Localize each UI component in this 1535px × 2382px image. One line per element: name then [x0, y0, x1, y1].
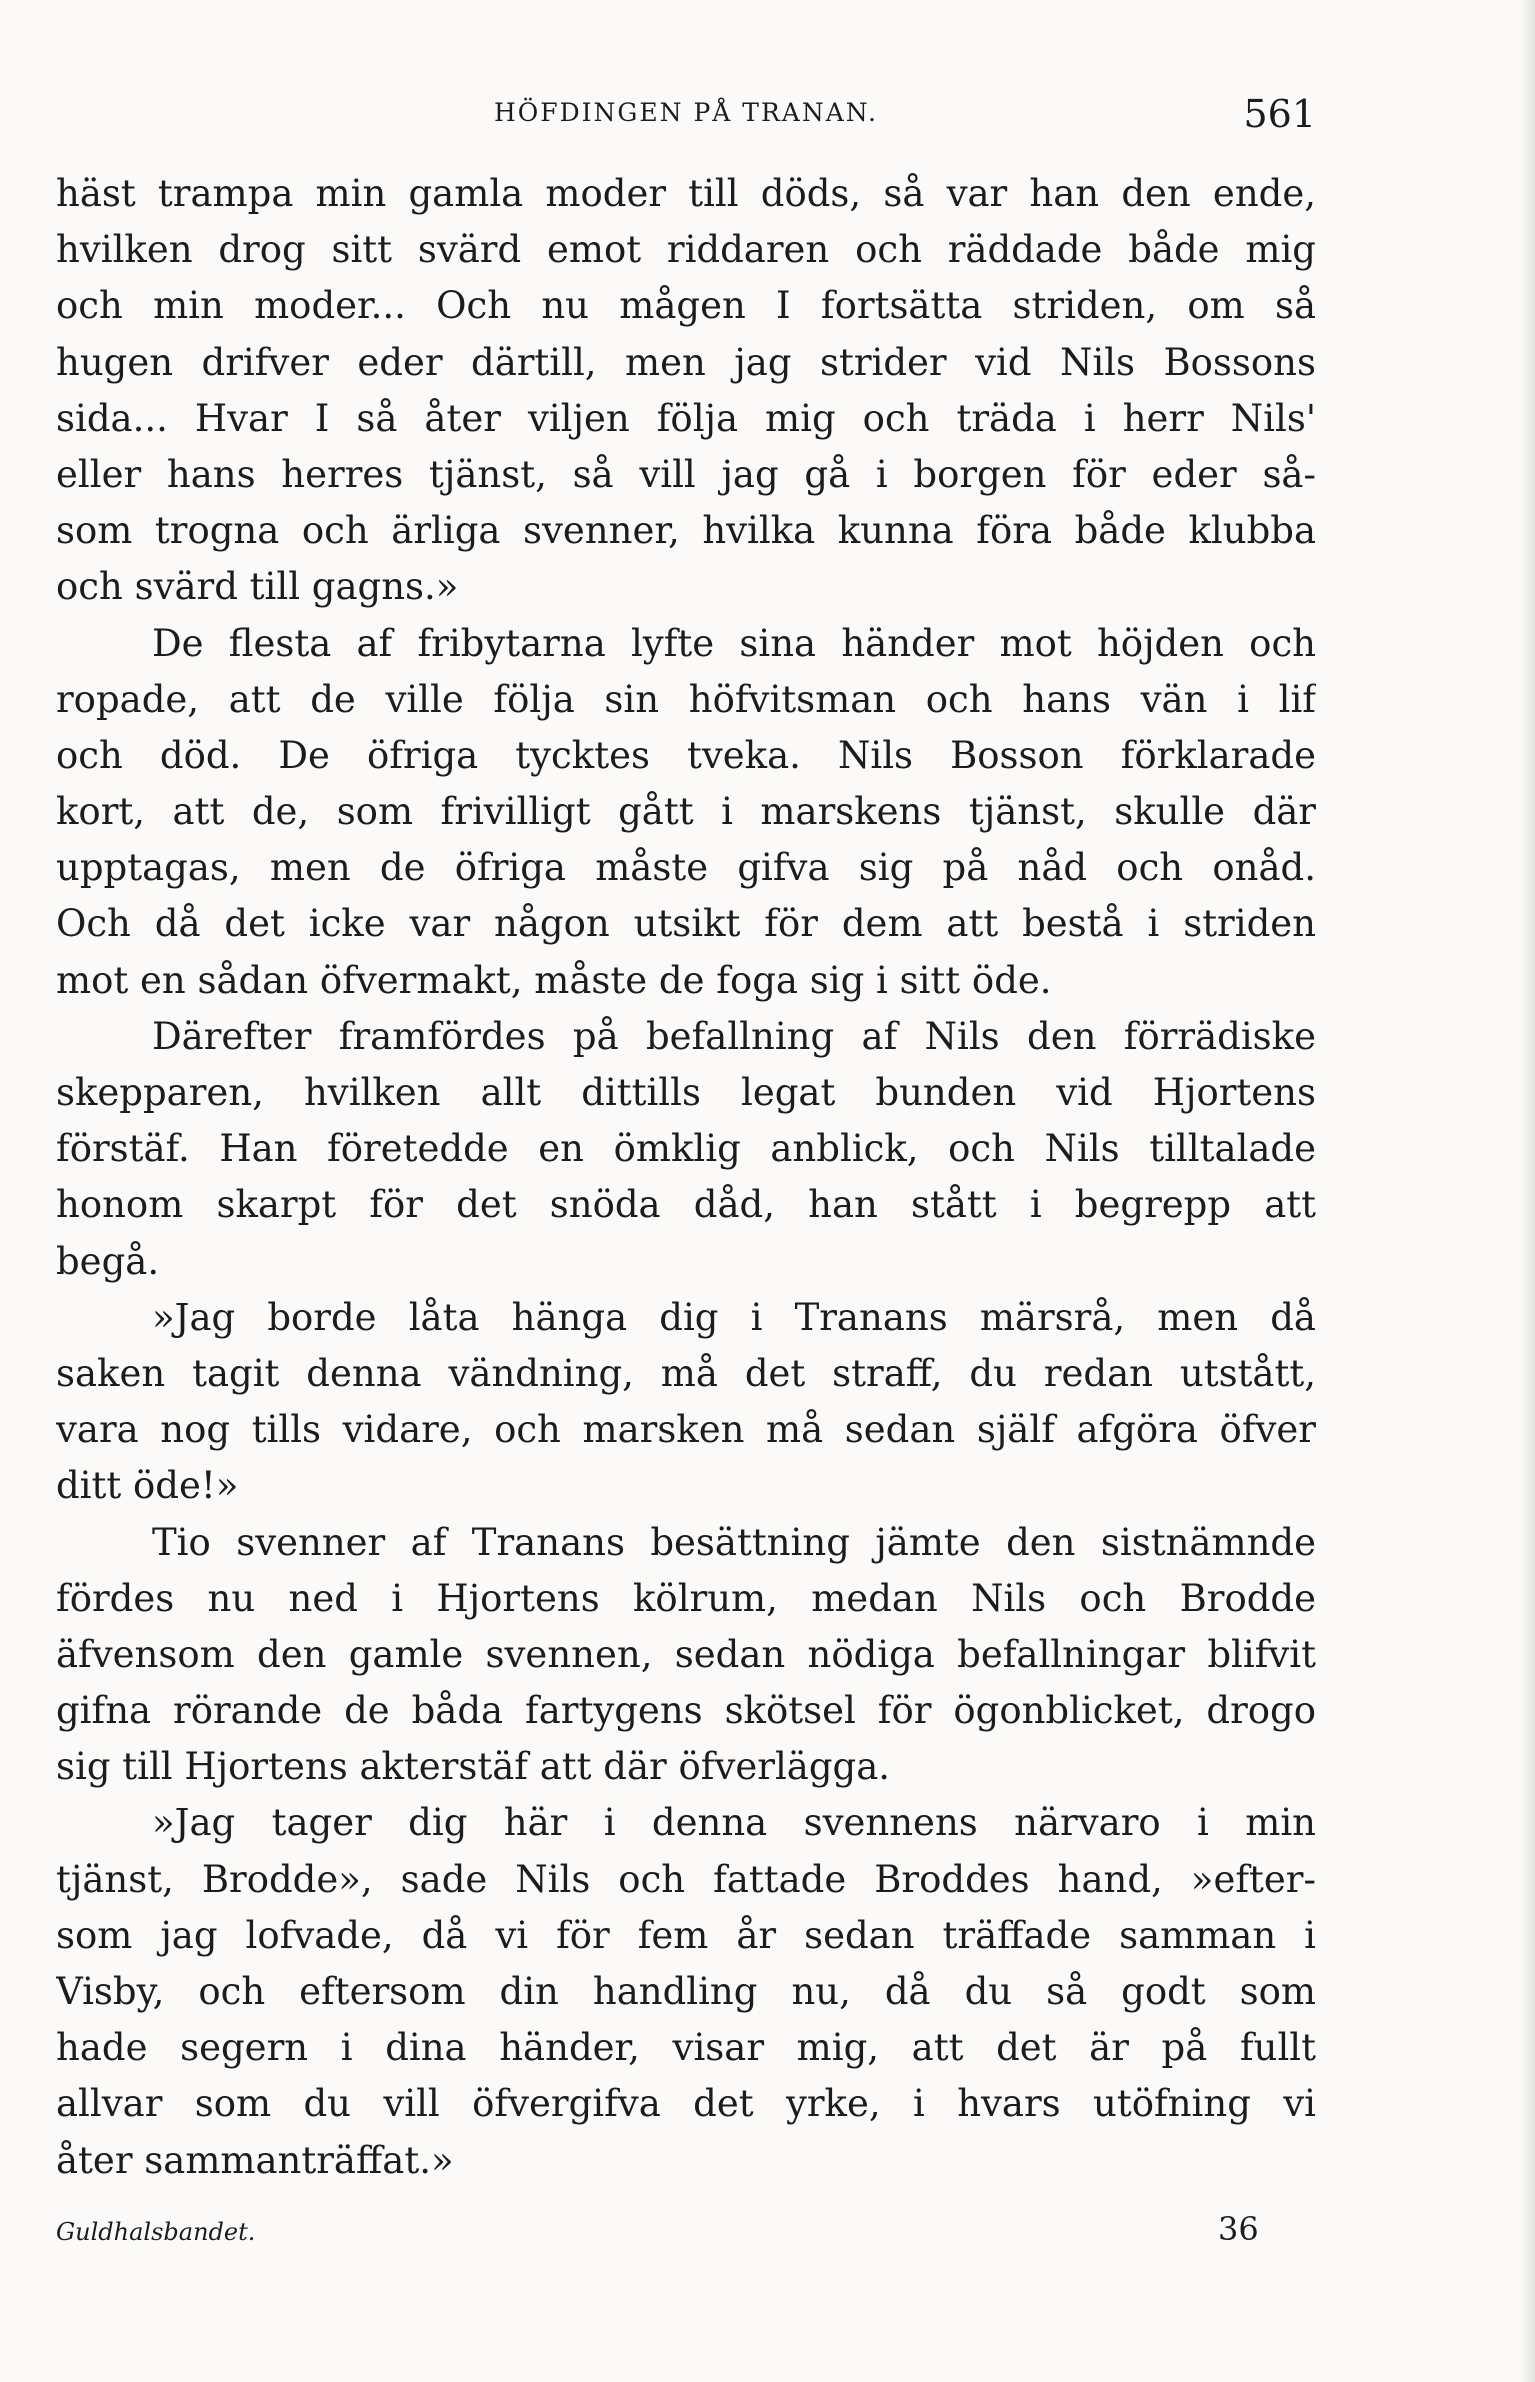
text-line: gifna rörande de båda fartygens skötsel för ögonblicket, drogo — [56, 1689, 1316, 1733]
text-line: Och då det icke var någon utsikt för dem att bestå i striden — [56, 902, 1316, 946]
text-line: honom skarpt för det snöda dåd, han stått i begrepp att — [56, 1183, 1316, 1227]
text-line: äfvensom den gamle svennen, sedan nödiga befallningar blifvit — [56, 1632, 1316, 1676]
text-line: tjänst, Brodde», sade Nils och fattade Broddes hand, »efter- — [56, 1857, 1316, 1901]
text-line: hvilken drog sitt svärd emot riddaren och räddade både mig — [56, 228, 1316, 272]
paragraph — [56, 1515, 1316, 1796]
text-line: skepparen, hvilken allt dittills legat bunden vid Hjortens — [56, 1071, 1316, 1114]
page-number: 561 — [1243, 92, 1316, 136]
body-text — [56, 166, 1316, 2189]
running-head: HÖFDINGEN PÅ TRANAN. — [493, 98, 878, 127]
paragraph — [56, 1795, 1316, 2188]
text-line: som jag lofvade, då vi för fem år sedan träffade samman i — [56, 1913, 1316, 1957]
text-line: Tio svenner af Tranans besättning jämte den sistnämnde — [152, 1520, 1316, 1564]
text-line: upptagas, men de öfriga måste gifva sig på nåd och onåd. — [56, 846, 1316, 890]
text-line: begå. — [56, 1239, 160, 1283]
text-line: Visby, och eftersom din handling nu, då du så godt som — [56, 1970, 1316, 2013]
text-line: fördes nu ned i Hjortens kölrum, medan Nils och Brodde — [56, 1576, 1316, 1620]
text-line: hugen drifver eder därtill, men jag strider vid Nils Bossons — [56, 340, 1316, 384]
text-line: allvar som du vill öfvergifva det yrke, i hvars utöfning vi — [56, 2082, 1316, 2126]
paragraph — [56, 1290, 1316, 1515]
text-line: saken tagit denna vändning, må det straff, du redan utstått, — [56, 1351, 1316, 1395]
text-line: och svärd till gagns.» — [56, 565, 459, 609]
text-line: förstäf. Han företedde en ömklig anblick, och Nils tilltalade — [56, 1127, 1316, 1171]
text-line: hade segern i dina händer, visar mig, att det är på fullt — [56, 2026, 1316, 2070]
text-line: och min moder... Och nu mågen I fortsätta striden, om så — [56, 284, 1316, 328]
signature-mark: Guldhalsbandet. — [56, 2218, 256, 2246]
page-header — [56, 92, 1316, 142]
text-line: häst trampa min gamla moder till döds, så var han den ende, — [56, 172, 1316, 215]
paragraph — [56, 616, 1316, 1009]
text-line: åter sammanträffat.» — [56, 2138, 454, 2182]
text-line: vara nog tills vidare, och marsken må sedan själf afgöra öfver — [56, 1408, 1316, 1452]
text-line: ditt öde!» — [56, 1464, 239, 1508]
text-line: som trogna och ärliga svenner, hvilka kunna föra både klubba — [56, 509, 1316, 553]
text-line: eller hans herres tjänst, så vill jag gå i borgen för eder så- — [56, 452, 1316, 496]
text-line: mot en sådan öfvermakt, måste de foga sig i sitt öde. — [56, 958, 1052, 1002]
text-line: Därefter framfördes på befallning af Nils den förrädiske — [152, 1014, 1316, 1058]
text-line: sig till Hjortens akterstäf att där öfverlägga. — [56, 1745, 891, 1789]
text-line: ropade, att de ville följa sin höfvitsman och hans vän i lif — [56, 677, 1316, 721]
text-line: »Jag tager dig här i denna svennens närvaro i min — [152, 1801, 1316, 1845]
text-line: »Jag borde låta hänga dig i Tranans märsrå, men då — [152, 1295, 1316, 1339]
page-edge-shadow — [1521, 0, 1535, 2382]
sheet-number: 36 — [1218, 2210, 1259, 2248]
text-line: sida... Hvar I så åter viljen följa mig och träda i herr Nils' — [56, 396, 1316, 440]
text-line: kort, att de, som frivilligt gått i marskens tjänst, skulle där — [56, 790, 1316, 834]
text-line: De flesta af fribytarna lyfte sina händer mot höjden och — [152, 621, 1316, 665]
text-line: och död. De öfriga tycktes tveka. Nils Bosson förklarade — [56, 733, 1316, 777]
paragraph — [56, 1009, 1316, 1290]
paragraph — [56, 166, 1316, 616]
